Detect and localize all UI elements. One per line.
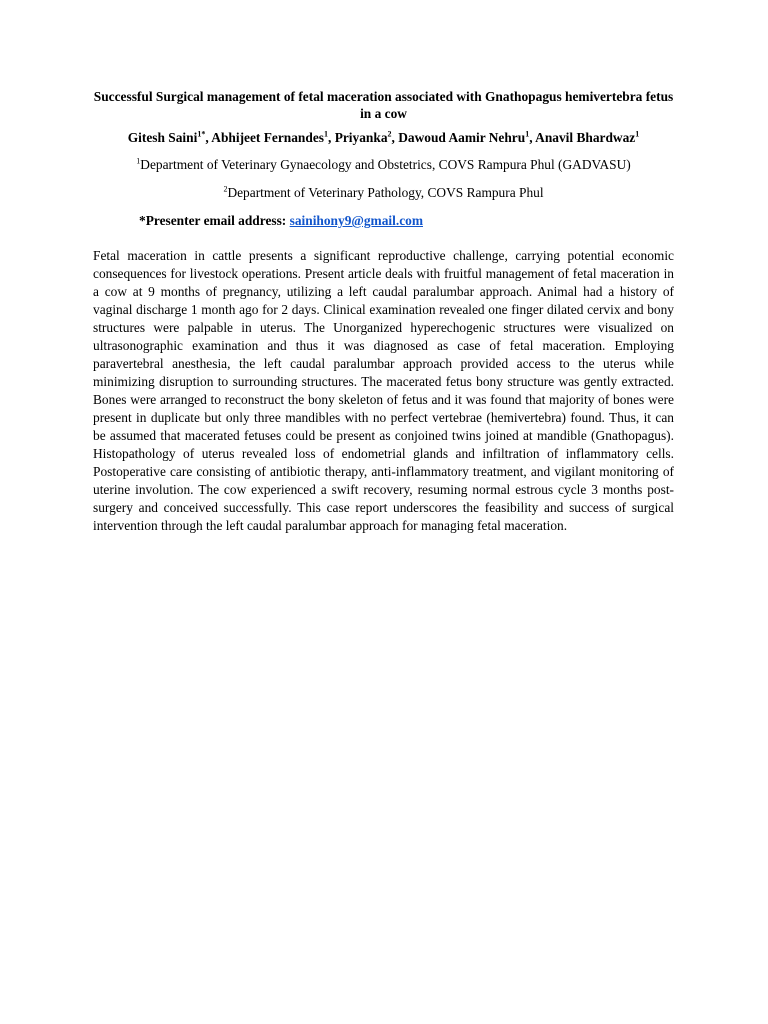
- author: Gitesh Saini$^{1*}$,: [127, 129, 212, 145]
- presenter-email-line: [139, 212, 674, 229]
- email-label: *Presenter email address:: [139, 213, 290, 228]
- author: Priyanka$^2$,: [334, 129, 399, 145]
- affiliation-2: $^2$Department of Veterinary Pathology, COVS Rampura Phul: [223, 184, 544, 200]
- email-link[interactable]: sainihony9@gmail.com: [289, 213, 423, 228]
- paper-title: Successful Surgical management of fetal maceration associated with Gnathopagus hemivertebra fetus in a cow: [93, 89, 674, 121]
- paper-page: [93, 88, 674, 535]
- author: Dawoud Aamir Nehru$^1$,: [398, 129, 536, 145]
- author: Anavil Bhardwaz$^1$: [535, 129, 640, 145]
- affiliation-1: $^1$Department of Veterinary Gynaecology and Obstetrics, COVS Rampura Phul (GADVASU): [136, 156, 631, 172]
- author: Abhijeet Fernandes$^1$,: [211, 129, 335, 145]
- author-list: [93, 129, 674, 146]
- abstract-text: Fetal maceration in cattle presents a significant reproductive challenge, carrying potential economic consequences for livestock operations. Present article deals with fruitful management of fetal maceration in a cow at 9 months of pregnancy, utilizing a left caudal paralumbar approach. Animal had a history of vaginal discharge 1 month ago for 2 days. Clinical examination revealed one finger dilated cervix and bony structures were palpable in uterus. The Unorganized hyperechogenic structures were visualized on ultrasonographic examination and thus it was diagnosed as case of fetal maceration. Employing paravertebral anesthesia, the left caudal paralumbar approach provided access to the uterus while minimizing disruption to surrounding structures. The macerated fetus bony structure was gently extracted. Bones were arranged to reconstruct the bony skeleton of fetus and it was found that majority of bones were present in duplicate but only three mandibles with no perfect vertebrae (hemivertebra) found. Thus, it can be assumed that macerated fetuses could be present as conjoined twins joined at mandible (Gnathopagus). Histopathology of uterus revealed loss of endometrial glands and infiltration of inflammatory cells. Postoperative care consisting of antibiotic therapy, anti-inflammatory treatment, and vigilant monitoring of uterine involution. The cow experienced a swift recovery, resuming normal estrous cycle 3 months post-surgery and conceived successfully. This case report underscores the feasibility and success of surgical intervention through the left caudal paralumbar approach for managing fetal maceration.: [93, 248, 674, 533]
